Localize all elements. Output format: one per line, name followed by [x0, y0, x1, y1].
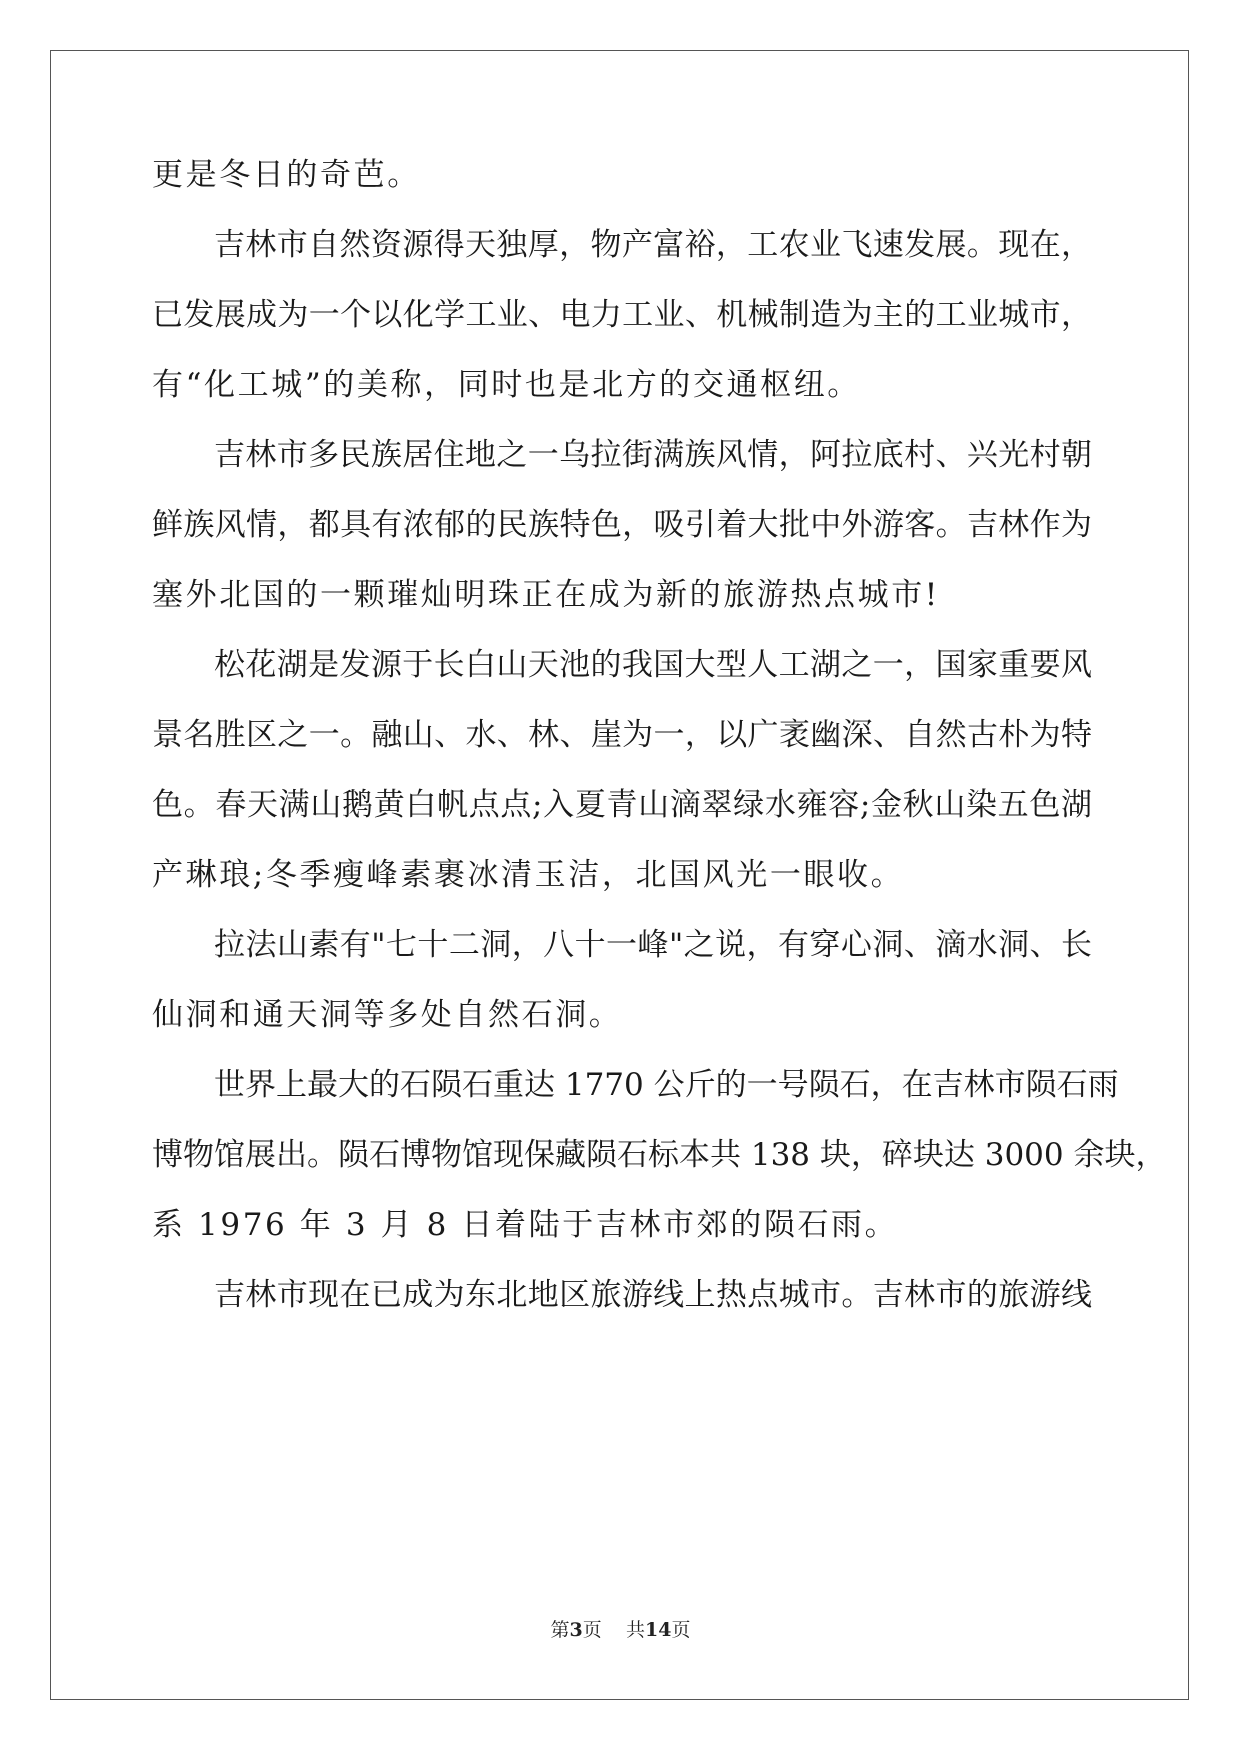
text-line: 系 1976 年 3 月 8 日着陆于吉林市郊的陨石雨。 [152, 1207, 899, 1243]
text-line: 世界上最大的石陨石重达 1770 公斤的一号陨石，在吉林市陨石雨 [214, 1067, 1119, 1103]
text-line: 松花湖是发源于长白山天池的我国大型人工湖之一，国家重要风 [214, 647, 1092, 683]
text-line: 色。春天满山鹅黄白帆点点;入夏青山滴翠绿水雍容;金秋山染五色湖 [152, 787, 1092, 823]
text-line: 塞外北国的一颗璀灿明珠正在成为新的旅游热点城市! [152, 577, 940, 613]
page-suffix: 页 [582, 1619, 602, 1641]
total-prefix: 共 [625, 1619, 645, 1641]
text-line: 有“化工城”的美称，同时也是北方的交通枢纽。 [152, 367, 861, 403]
text-line: 拉法山素有"七十二洞，八十一峰"之说，有穿心洞、滴水洞、长 [214, 927, 1092, 963]
text-line: 更是冬日的奇芭。 [152, 157, 421, 193]
text-line: 产琳琅;冬季瘦峰素裹冰清玉洁，北国风光一眼收。 [152, 857, 905, 893]
page-prefix: 第 [550, 1619, 570, 1641]
page-footer [0, 1618, 1241, 1642]
total-suffix: 页 [671, 1619, 691, 1641]
text-line: 吉林市自然资源得天独厚，物产富裕，工农业飞速发展。现在， [214, 227, 1092, 263]
text-line: 已发展成为一个以化学工业、电力工业、机械制造为主的工业城市， [152, 297, 1092, 333]
text-line: 鲜族风情，都具有浓郁的民族特色，吸引着大批中外游客。吉林作为 [152, 507, 1092, 543]
text-line: 吉林市多民族居住地之一乌拉街满族风情，阿拉底村、兴光村朝 [214, 437, 1092, 473]
page-number: 3 [569, 1619, 583, 1641]
total-pages: 14 [644, 1619, 672, 1641]
text-line: 博物馆展出。陨石博物馆现保藏陨石标本共 138 块，碎块达 3000 余块， [152, 1137, 1167, 1173]
text-line: 景名胜区之一。融山、水、林、崖为一，以广袤幽深、自然古朴为特 [152, 717, 1092, 753]
text-line: 吉林市现在已成为东北地区旅游线上热点城市。吉林市的旅游线 [214, 1277, 1092, 1313]
text-line: 仙洞和通天洞等多处自然石洞。 [152, 997, 623, 1033]
